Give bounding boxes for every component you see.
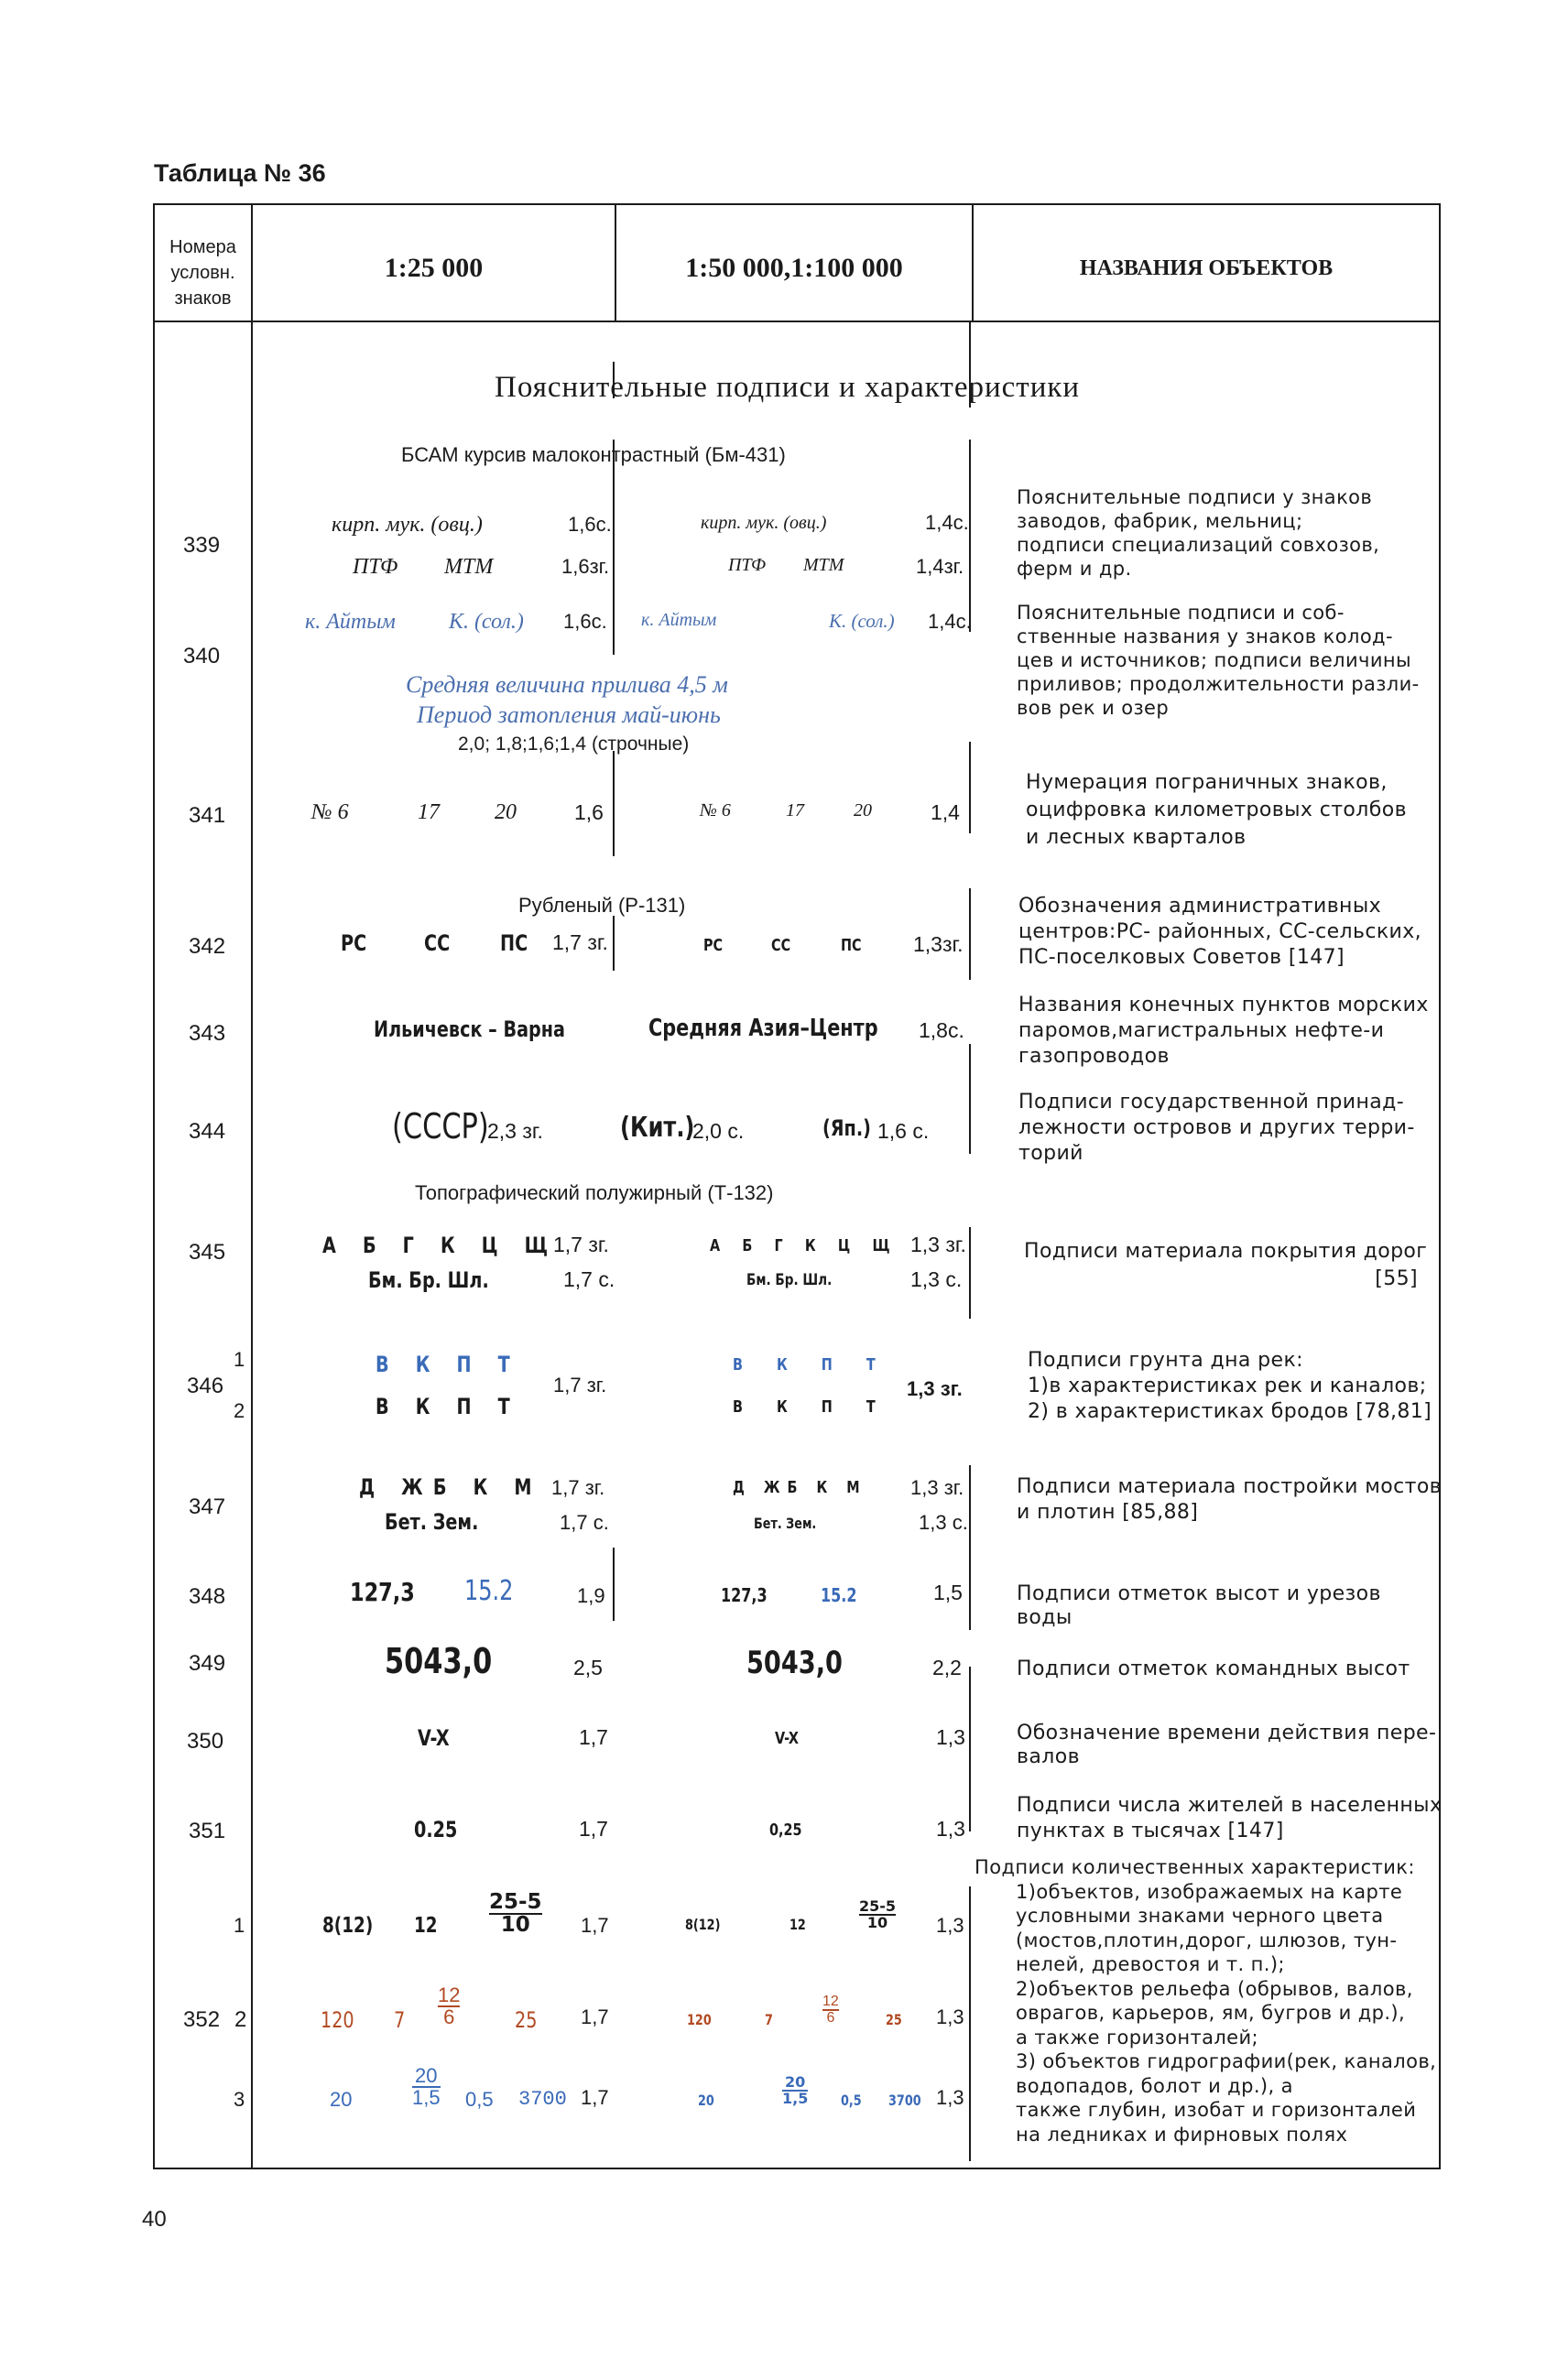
desc-line: Подписи отметок высот и урезов bbox=[1017, 1582, 1381, 1605]
header-bottom-border bbox=[153, 321, 1441, 322]
desc-line: Названия конечных пунктов морских bbox=[1018, 994, 1429, 1016]
r352-l2-b2-text: 7 bbox=[765, 2011, 773, 2028]
r352-l2-a3-text: 25 bbox=[515, 2007, 538, 2033]
row-343-b1-text: Средняя Азия–Центр bbox=[648, 1015, 878, 1042]
row-344-number: 344 bbox=[189, 1119, 226, 1144]
table-right-border bbox=[1439, 203, 1441, 2169]
r352-l1-bfrac bbox=[859, 1899, 896, 1930]
r352-l1-b1 bbox=[685, 1916, 729, 1933]
row-341-a3: 20 bbox=[495, 800, 517, 824]
row-339-b2-size: 1,4зг. bbox=[916, 555, 964, 578]
r352-l3-b2 bbox=[841, 2092, 866, 2109]
desc-line: подписи специализаций совхозов, bbox=[1017, 534, 1380, 556]
desc-line: 2) в характеристиках бродов [78,81] bbox=[1028, 1400, 1432, 1423]
table-title: Таблица № 36 bbox=[154, 159, 326, 187]
divider-seg bbox=[613, 751, 615, 856]
row-349-a1-text: 5043,0 bbox=[385, 1641, 493, 1681]
r352-l3-a2: 0,5 bbox=[465, 2088, 494, 2111]
desc-line: ственные названия у знаков колод- bbox=[1017, 625, 1393, 647]
desc-line: Нумерация пограничных знаков, bbox=[1026, 771, 1388, 794]
row-352-sub1: 1 bbox=[234, 1914, 245, 1937]
desc-line: заводов, фабрик, мельниц; bbox=[1017, 510, 1303, 532]
row-349-a-size: 2,5 bbox=[573, 1656, 603, 1679]
row-344-b1-size: 2,0 с. bbox=[692, 1119, 745, 1143]
desc-line: водопадов, болот и др.), а bbox=[1016, 2074, 1293, 2097]
row-339-description bbox=[1017, 485, 1379, 581]
row-345-b2-text: Бм. Бр. Шл. bbox=[746, 1271, 833, 1289]
row-350-description bbox=[1017, 1722, 1436, 1769]
r352-l1-a1 bbox=[322, 1914, 386, 1938]
fraction bbox=[782, 2075, 808, 2106]
desc-line: Подписи грунта дна рек: bbox=[1028, 1349, 1303, 1372]
row-340-b1: к. Айтым bbox=[641, 610, 717, 630]
row-343-b1 bbox=[648, 1015, 935, 1042]
row-346-a1 bbox=[376, 1352, 556, 1377]
row-345-description bbox=[1024, 1238, 1428, 1293]
fraction bbox=[438, 1985, 460, 2027]
font-label-rubl: Рубленый (Р-131) bbox=[518, 894, 686, 917]
denominator: 6 bbox=[443, 2005, 455, 2028]
r352-l1-frac bbox=[489, 1892, 542, 1936]
row-339-a2-size: 1,6зг. bbox=[561, 555, 610, 578]
row-350-number: 350 bbox=[187, 1729, 224, 1754]
row-342-a2 bbox=[424, 930, 456, 956]
row-343-b-size: 1,8с. bbox=[919, 1018, 964, 1042]
desc-line: также глубин, изобат и горизонталей bbox=[1016, 2099, 1417, 2121]
row-349-b1 bbox=[746, 1645, 866, 1681]
r352-l2-b2 bbox=[765, 2011, 775, 2028]
fraction bbox=[822, 1994, 839, 2026]
font-label-bsam: БСАМ курсив малоконтрастный (Бм-431) bbox=[401, 443, 786, 466]
row-347-a1-text: Д ЖБ К М bbox=[359, 1474, 542, 1500]
row-342-b1 bbox=[703, 936, 727, 955]
desc-line: валов bbox=[1017, 1745, 1080, 1768]
row-340-number: 340 bbox=[183, 644, 221, 668]
desc-line: ПС-поселковых Советов [147] bbox=[1018, 946, 1345, 969]
row-340-a-size: 1,6с. bbox=[563, 610, 607, 633]
row-348-a1 bbox=[350, 1577, 431, 1607]
row-342-a2-text: СС bbox=[424, 930, 451, 956]
table-bottom-border bbox=[153, 2168, 1441, 2169]
row-342-number: 342 bbox=[189, 934, 226, 959]
row-345-a2 bbox=[368, 1267, 519, 1293]
numerator: 12 bbox=[438, 1983, 461, 2006]
row-342-a3-text: ПС bbox=[500, 930, 528, 956]
row-341-a1: № 6 bbox=[311, 800, 349, 824]
row-339-number: 339 bbox=[183, 533, 221, 558]
r352-l3-b1 bbox=[698, 2092, 718, 2109]
desc-line: цев и источников; подписи величины bbox=[1017, 649, 1411, 671]
row-340-description bbox=[1017, 601, 1420, 720]
row-345-a2-size: 1,7 с. bbox=[563, 1267, 615, 1291]
row-344-description bbox=[1018, 1090, 1415, 1167]
row-348-description bbox=[1017, 1582, 1381, 1630]
page-number: 40 bbox=[142, 2207, 167, 2232]
row-346-a2-text: В К П Т bbox=[376, 1394, 520, 1419]
font-label-topo: Топографический полужирный (Т-132) bbox=[415, 1181, 774, 1204]
row-342-a-size: 1,7 зг. bbox=[552, 930, 608, 954]
fraction bbox=[859, 1899, 896, 1930]
row-339-b1: кирп. мук. (овц.) bbox=[701, 513, 827, 533]
r352-l2-b1 bbox=[687, 2011, 717, 2028]
r352-l2-b3 bbox=[886, 2011, 906, 2028]
r352-l2-a2 bbox=[394, 2007, 408, 2033]
row-346-b2-text: В К П Т bbox=[733, 1397, 890, 1417]
desc-line: [55] bbox=[1375, 1267, 1418, 1290]
row-348-number: 348 bbox=[189, 1584, 226, 1609]
row-350-a1-text: V-X bbox=[418, 1725, 450, 1751]
r352-l2-a3 bbox=[515, 2007, 543, 2033]
numerator: 25-5 bbox=[489, 1890, 542, 1914]
row-345-a1-text: А Б Г К Ц Щ bbox=[322, 1233, 559, 1258]
row-347-a2-text: Бет. Зем. bbox=[385, 1509, 479, 1535]
row-342-a1-text: РС bbox=[341, 930, 367, 956]
divider-seg bbox=[969, 888, 971, 980]
row-348-a1-text: 127,3 bbox=[350, 1577, 415, 1607]
r352-l2-a1 bbox=[321, 2007, 363, 2033]
row-347-a2-size: 1,7 с. bbox=[560, 1511, 609, 1534]
row-345-b1-text: А Б Г К Ц Щ bbox=[710, 1236, 899, 1255]
denominator: 1,5 bbox=[412, 2086, 441, 2109]
r352-l1-a-size: 1,7 bbox=[581, 1914, 609, 1937]
r352-l2-bfrac bbox=[822, 1994, 839, 2026]
row-349-b-size: 2,2 bbox=[932, 1656, 962, 1679]
row-340-b2: К. (сол.) bbox=[829, 610, 895, 632]
r352-l3-b1-text: 20 bbox=[698, 2092, 714, 2109]
row-347-b1-text: Д ЖБ К М bbox=[733, 1478, 867, 1497]
desc-line: оврагов, карьеров, ям, бугров и др.), bbox=[1016, 2002, 1406, 2024]
desc-line: воды bbox=[1017, 1606, 1073, 1629]
row-348-a2-text: 15.2 bbox=[464, 1575, 514, 1607]
row-346-a-size: 1,7 зг. bbox=[553, 1374, 607, 1396]
row-351-a-size: 1,7 bbox=[579, 1817, 608, 1841]
row-342-b3 bbox=[841, 936, 866, 955]
row-341-a2: 17 bbox=[418, 800, 440, 824]
row-346-b-size: 1,3 зг. bbox=[907, 1377, 963, 1400]
row-347-a1-size: 1,7 зг. bbox=[551, 1476, 605, 1499]
row-341-b1: № 6 bbox=[700, 800, 731, 821]
denominator: 6 bbox=[826, 2010, 835, 2026]
row-345-a1-size: 1,7 зг. bbox=[553, 1233, 609, 1256]
row-345-b1-size: 1,3 зг. bbox=[910, 1233, 966, 1256]
divider-seg bbox=[969, 440, 971, 632]
row-345-number: 345 bbox=[189, 1240, 226, 1265]
desc-line: ферм и др. bbox=[1017, 558, 1132, 580]
header-col-25000: 1:25 000 bbox=[384, 253, 484, 283]
divider-seg bbox=[613, 1548, 615, 1621]
header-line: знаков bbox=[174, 288, 232, 309]
table-left-border bbox=[153, 203, 155, 2169]
row-348-b2-text: 15.2 bbox=[821, 1584, 857, 1606]
row-349-description bbox=[1017, 1657, 1410, 1681]
row-350-a-size: 1,7 bbox=[579, 1725, 608, 1749]
divider-seg bbox=[969, 1886, 971, 2161]
desc-line: 3) объектов гидрографии(рек, каналов, bbox=[1016, 2050, 1437, 2072]
desc-line: газопроводов bbox=[1018, 1045, 1170, 1068]
row-347-b1-size: 1,3 зг. bbox=[910, 1476, 964, 1499]
row-341-number: 341 bbox=[189, 803, 226, 828]
r352-l2-a1-text: 120 bbox=[321, 2007, 354, 2033]
header-line: Номера bbox=[169, 237, 236, 257]
numerator: 20 bbox=[785, 2073, 806, 2091]
row-345-b2 bbox=[746, 1271, 854, 1289]
r352-l3-b3 bbox=[888, 2092, 930, 2109]
desc-line: оцифровка километровых столбов bbox=[1026, 799, 1407, 821]
row-344-a1-text: (СССР) bbox=[392, 1106, 489, 1147]
row-339-a2: ПТФ bbox=[353, 555, 398, 579]
row-347-number: 347 bbox=[189, 1494, 226, 1519]
r352-l2-b3-text: 25 bbox=[886, 2011, 902, 2028]
row-343-a1 bbox=[374, 1016, 613, 1042]
row-345-b2-size: 1,3 с. bbox=[910, 1267, 963, 1291]
row-341-b-size: 1,4 bbox=[931, 800, 960, 824]
desc-line: Обозначение времени действия пере- bbox=[1017, 1722, 1437, 1744]
row-342-b-size: 1,3зг. bbox=[913, 932, 964, 956]
row-348-b1-text: 127,3 bbox=[721, 1584, 768, 1606]
desc-line: Обозначения административных bbox=[1018, 895, 1382, 918]
r352-l1-b1-text: 8(12) bbox=[685, 1916, 721, 1933]
r352-l1-b2-text: 12 bbox=[789, 1916, 806, 1933]
desc-line: торий bbox=[1018, 1142, 1083, 1165]
row-346-a2 bbox=[376, 1394, 556, 1419]
header-col-50000: 1:50 000,1:100 000 bbox=[685, 253, 903, 283]
r352-l1-a2-text: 12 bbox=[414, 1914, 438, 1938]
desc-line: 1)в характеристиках рек и каналов; bbox=[1028, 1375, 1427, 1397]
r352-l1-a2 bbox=[414, 1914, 443, 1938]
row-350-b1-text: V-X bbox=[775, 1729, 800, 1748]
row-340-a1: к. Айтым bbox=[305, 610, 396, 634]
fraction bbox=[489, 1892, 542, 1936]
r352-l2-frac bbox=[438, 1985, 460, 2027]
desc-line: Подписи материала постройки мостов bbox=[1017, 1475, 1443, 1498]
r352-l3-frac bbox=[412, 2066, 441, 2108]
r352-l3-b2-text: 0,5 bbox=[841, 2092, 862, 2109]
desc-line: 2)объектов рельефа (обрывов, валов, bbox=[1016, 1977, 1413, 2000]
denominator: 10 bbox=[866, 1914, 888, 1931]
row-347-b2-size: 1,3 с. bbox=[919, 1511, 968, 1534]
numerator: 25-5 bbox=[859, 1897, 897, 1915]
row-347-b2 bbox=[754, 1515, 832, 1532]
desc-line: пунктах в тысячах [147] bbox=[1017, 1820, 1284, 1842]
row-348-b-size: 1,5 bbox=[933, 1581, 963, 1604]
r352-l2-a2-text: 7 bbox=[394, 2007, 406, 2033]
row-346-b2 bbox=[733, 1397, 930, 1417]
r352-l1-b2 bbox=[789, 1916, 810, 1933]
denominator: 10 bbox=[500, 1913, 530, 1937]
row-347-description bbox=[1017, 1474, 1442, 1526]
row-343-number: 343 bbox=[189, 1021, 226, 1046]
row-348-b1 bbox=[721, 1584, 779, 1606]
desc-line: центров:РС- районных, СС-сельских, bbox=[1018, 920, 1422, 943]
row-351-number: 351 bbox=[189, 1819, 226, 1843]
row-351-a1 bbox=[414, 1817, 468, 1842]
desc-line: нелей, древостоя и т. п.); bbox=[1016, 1953, 1285, 1975]
desc-line: Пояснительные подписи и соб- bbox=[1017, 602, 1345, 624]
row-348-a-size: 1,9 bbox=[577, 1584, 605, 1607]
row-339-a3: МТМ bbox=[444, 555, 494, 579]
divider-seg bbox=[969, 1227, 971, 1319]
row-352-sub3: 3 bbox=[234, 2088, 245, 2111]
row-349-number: 349 bbox=[189, 1651, 226, 1676]
row-351-b-size: 1,3 bbox=[936, 1817, 965, 1841]
row-342-a1 bbox=[341, 930, 373, 956]
header-col-number bbox=[155, 234, 251, 311]
row-342-b3-text: ПС bbox=[841, 936, 862, 955]
row-341-b3: 20 bbox=[854, 800, 872, 821]
divider-seg bbox=[969, 742, 971, 833]
row-352-description bbox=[975, 1855, 1436, 2146]
row-351-a1-text: 0.25 bbox=[414, 1817, 458, 1842]
divider-seg bbox=[969, 1465, 971, 1630]
row-339-a1: кирп. мук. (овц.) bbox=[332, 513, 483, 537]
desc-line: лежности островов и других терри- bbox=[1018, 1116, 1415, 1139]
desc-line: на ледниках и фирновых полях bbox=[1016, 2123, 1348, 2146]
section-title: Пояснительные подписи и характеристики bbox=[495, 371, 1081, 404]
row-341-b2: 17 bbox=[786, 800, 804, 821]
row-341-a-size: 1,6 bbox=[574, 800, 604, 824]
row-339-b3: МТМ bbox=[803, 555, 844, 575]
r352-l1-a1-text: 8(12) bbox=[322, 1914, 374, 1938]
row-351-description bbox=[1017, 1793, 1442, 1844]
r352-l3-b3-text: 3700 bbox=[888, 2092, 921, 2109]
header-line: условн. bbox=[170, 263, 235, 283]
row-350-b1 bbox=[775, 1729, 805, 1748]
divider-seg bbox=[613, 440, 615, 655]
divider-seg bbox=[969, 1667, 971, 1831]
row-342-a3 bbox=[500, 930, 535, 956]
row-344-b2 bbox=[822, 1115, 883, 1141]
row-347-b2-text: Бет. Зем. bbox=[754, 1515, 817, 1532]
row-340-flood: Период затопления май-июнь bbox=[417, 701, 721, 728]
desc-line: условными знаками черного цвета bbox=[1016, 1905, 1384, 1927]
row-342-b2-text: СС bbox=[771, 936, 791, 955]
row-344-b2-text: (Яп.) bbox=[822, 1115, 871, 1141]
numerator: 12 bbox=[822, 1994, 839, 2009]
desc-line: Подписи государственной принад- bbox=[1018, 1091, 1405, 1114]
row-350-a1 bbox=[418, 1725, 457, 1751]
row-340-a2: К. (сол.) bbox=[449, 610, 524, 634]
desc-line: Подписи отметок командных высот bbox=[1017, 1657, 1410, 1680]
r352-l3-a-size: 1,7 bbox=[581, 2086, 609, 2109]
row-341-description bbox=[1026, 769, 1407, 852]
desc-line: Подписи количественных характеристик: bbox=[975, 1856, 1415, 1878]
row-349-a1 bbox=[385, 1641, 519, 1681]
divider-seg bbox=[613, 916, 615, 971]
row-342-b2 bbox=[771, 936, 795, 955]
col1-divider bbox=[251, 203, 253, 2169]
row-351-b1 bbox=[769, 1820, 810, 1840]
row-347-a2 bbox=[385, 1509, 502, 1535]
r352-l2-a-size: 1,7 bbox=[581, 2005, 609, 2028]
numerator: 20 bbox=[415, 2064, 438, 2087]
row-346-b1-text: В К П Т bbox=[733, 1355, 890, 1375]
desc-line: Подписи числа жителей в населенных bbox=[1017, 1794, 1443, 1817]
row-347-b1 bbox=[733, 1478, 900, 1497]
row-346-description bbox=[1028, 1348, 1432, 1425]
row-345-a2-text: Бм. Бр. Шл. bbox=[368, 1267, 489, 1293]
desc-line: Подписи материала покрытия дорог bbox=[1024, 1240, 1428, 1263]
fraction bbox=[412, 2066, 441, 2108]
row-342-description bbox=[1018, 894, 1421, 971]
row-346-sub1: 1 bbox=[234, 1348, 245, 1371]
header-col-names: НАЗВАНИЯ ОБЪЕКТОВ bbox=[1079, 256, 1334, 280]
row-340-tide: Средняя величина прилива 4,5 м bbox=[406, 671, 728, 698]
r352-l2-b1-text: 120 bbox=[687, 2011, 712, 2028]
desc-line: (мостов,плотин,дорог, шлюзов, тун- bbox=[1016, 1929, 1398, 1951]
row-340-sizes: 2,0; 1,8;1,6;1,4 (строчные) bbox=[458, 734, 690, 755]
row-352-number: 352 bbox=[183, 2007, 221, 2032]
row-346-number: 346 bbox=[187, 1374, 224, 1398]
row-350-b-size: 1,3 bbox=[936, 1725, 965, 1749]
row-344-a-size: 2,3 зг. bbox=[487, 1119, 543, 1143]
desc-line: Пояснительные подписи у знаков bbox=[1017, 486, 1373, 508]
row-343-a1-text: Ильичевск – Варна bbox=[374, 1016, 566, 1042]
row-344-b1-text: (Кит.) bbox=[620, 1112, 695, 1144]
desc-line: 1)объектов, изображаемых на карте bbox=[1016, 1880, 1403, 1903]
row-339-b1-size: 1,4с. bbox=[925, 511, 969, 534]
r352-l2-b-size: 1,3 bbox=[936, 2005, 964, 2028]
r352-l1-b-size: 1,3 bbox=[936, 1914, 964, 1937]
desc-line: приливов; продолжительности разли- bbox=[1017, 673, 1420, 695]
desc-line: а также горизонталей; bbox=[1016, 2026, 1259, 2049]
row-339-b2: ПТФ bbox=[728, 555, 767, 575]
row-348-b2 bbox=[821, 1584, 866, 1606]
desc-line: вов рек и озер bbox=[1017, 697, 1170, 719]
desc-line: паромов,магистральных нефте-и bbox=[1018, 1019, 1385, 1042]
row-340-b-size: 1,4с. bbox=[928, 610, 972, 633]
row-352-sub2: 2 bbox=[234, 2007, 247, 2032]
r352-l3-a1: 20 bbox=[330, 2088, 353, 2111]
row-342-b1-text: РС bbox=[703, 936, 724, 955]
desc-line: и плотин [85,88] bbox=[1017, 1501, 1199, 1524]
r352-l3-bfrac bbox=[782, 2075, 808, 2106]
row-351-b1-text: 0,25 bbox=[769, 1820, 802, 1840]
row-346-b1 bbox=[733, 1355, 930, 1375]
table-top-border bbox=[153, 203, 1441, 205]
row-343-description bbox=[1018, 993, 1429, 1070]
row-344-b2-size: 1,6 с. bbox=[877, 1119, 930, 1143]
denominator: 1,5 bbox=[782, 2090, 809, 2107]
row-349-b1-text: 5043,0 bbox=[746, 1645, 843, 1681]
row-348-a2 bbox=[464, 1575, 526, 1607]
row-339-a1-size: 1,6с. bbox=[568, 513, 612, 536]
row-346-sub2: 2 bbox=[234, 1399, 245, 1422]
r352-l3-a3: 3700 bbox=[518, 2088, 567, 2111]
r352-l3-b-size: 1,3 bbox=[936, 2086, 964, 2109]
row-346-a1-text: В К П Т bbox=[376, 1352, 520, 1377]
divider-seg bbox=[969, 1044, 971, 1154]
desc-line: и лесных кварталов bbox=[1026, 826, 1247, 849]
